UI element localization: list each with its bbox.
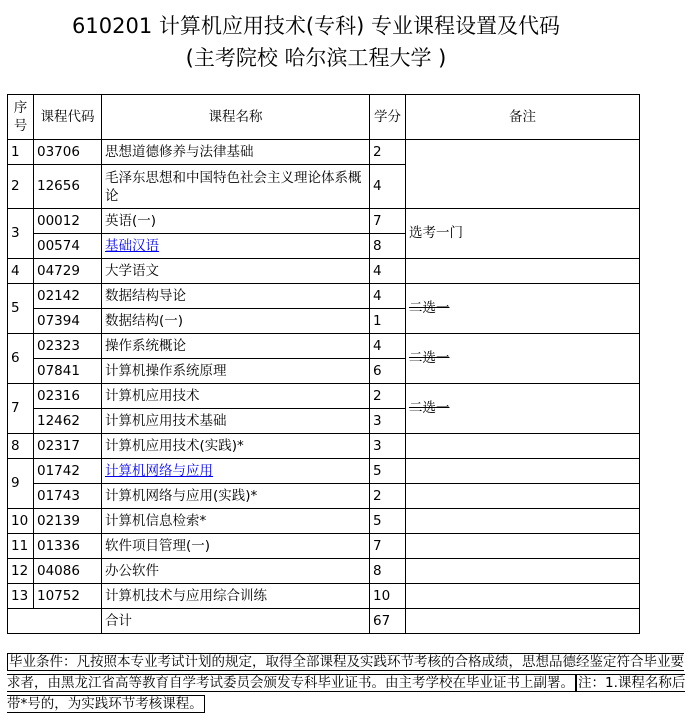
row-code: 07394 xyxy=(34,309,102,334)
table-row xyxy=(8,584,640,609)
row-name: 数据结构导论 xyxy=(102,284,370,309)
row-name xyxy=(102,234,370,259)
row-credit: 5 xyxy=(370,459,406,484)
header-credit: 学分 xyxy=(370,95,406,140)
row-seq: 1 xyxy=(8,140,34,165)
row-note xyxy=(406,534,640,559)
row-name xyxy=(102,459,370,484)
table-row xyxy=(8,484,640,509)
row-credit: 4 xyxy=(370,284,406,309)
table-header-row xyxy=(8,95,640,140)
footer-notes xyxy=(7,652,686,715)
row-note-pick-one xyxy=(406,284,640,334)
table-row xyxy=(8,509,640,534)
table-row xyxy=(8,534,640,559)
row-code: 00012 xyxy=(34,209,102,234)
row-name: 计算机网络与应用(实践)* xyxy=(102,484,370,509)
total-blank xyxy=(8,609,102,634)
row-credit: 7 xyxy=(370,209,406,234)
row-seq: 5 xyxy=(8,284,34,334)
row-credit: 4 xyxy=(370,259,406,284)
header-seq: 序号 xyxy=(8,95,34,140)
row-note-pick-one xyxy=(406,384,640,434)
row-code: 12656 xyxy=(34,165,102,209)
row-code: 01743 xyxy=(34,484,102,509)
header-name: 课程名称 xyxy=(102,95,370,140)
row-name: 毛泽东思想和中国特色社会主义理论体系概论 xyxy=(102,165,370,209)
row-credit: 4 xyxy=(370,165,406,209)
row-note xyxy=(406,434,640,459)
table-row xyxy=(8,209,640,234)
row-credit: 2 xyxy=(370,484,406,509)
row-credit: 8 xyxy=(370,559,406,584)
course-link-basic-chinese[interactable]: 基础汉语 xyxy=(105,237,159,254)
row-code: 04086 xyxy=(34,559,102,584)
row-code: 02323 xyxy=(34,334,102,359)
row-credit: 10 xyxy=(370,584,406,609)
row-name: 计算机应用技术 xyxy=(102,384,370,409)
row-credit: 2 xyxy=(370,140,406,165)
row-name: 英语(一) xyxy=(102,209,370,234)
row-credit: 3 xyxy=(370,409,406,434)
table-row xyxy=(8,384,640,409)
row-credit: 4 xyxy=(370,334,406,359)
total-label: 合计 xyxy=(102,609,370,634)
row-code: 07841 xyxy=(34,359,102,384)
row-name: 软件项目管理(一) xyxy=(102,534,370,559)
row-code: 02317 xyxy=(34,434,102,459)
row-code: 03706 xyxy=(34,140,102,165)
row-note xyxy=(406,559,640,584)
row-credit: 3 xyxy=(370,434,406,459)
row-name: 计算机应用技术基础 xyxy=(102,409,370,434)
row-seq: 8 xyxy=(8,434,34,459)
header-note: 备注 xyxy=(406,95,640,140)
course-table xyxy=(7,94,640,634)
table-row xyxy=(8,559,640,584)
row-name: 计算机操作系统原理 xyxy=(102,359,370,384)
row-code: 00574 xyxy=(34,234,102,259)
row-seq: 10 xyxy=(8,509,34,534)
row-code: 12462 xyxy=(34,409,102,434)
total-value: 67 xyxy=(370,609,406,634)
table-row xyxy=(8,434,640,459)
page-subtitle: (主考院校 哈尔滨工程大学 ) xyxy=(185,46,447,70)
row-credit: 1 xyxy=(370,309,406,334)
row-name: 操作系统概论 xyxy=(102,334,370,359)
total-note xyxy=(406,609,640,634)
row-name: 办公软件 xyxy=(102,559,370,584)
row-name: 大学语文 xyxy=(102,259,370,284)
page-title: 610201 计算机应用技术(专科) 专业课程设置及代码 xyxy=(72,14,560,38)
row-code: 02142 xyxy=(34,284,102,309)
row-note-choose-one: 选考一门 xyxy=(406,209,640,259)
table-row xyxy=(8,140,640,165)
row-note xyxy=(406,584,640,609)
row-credit: 7 xyxy=(370,534,406,559)
row-name: 思想道德修养与法律基础 xyxy=(102,140,370,165)
row-name: 计算机应用技术(实践)* xyxy=(102,434,370,459)
row-code: 04729 xyxy=(34,259,102,284)
row-code: 01336 xyxy=(34,534,102,559)
row-code: 02316 xyxy=(34,384,102,409)
row-name: 数据结构(一) xyxy=(102,309,370,334)
row-note-pick-one xyxy=(406,334,640,384)
row-credit: 2 xyxy=(370,384,406,409)
row-note xyxy=(406,259,640,284)
practice-course-note: 注：1.课程名称后带*号的，为实践环节考核课程。 xyxy=(7,675,686,712)
row-note xyxy=(406,140,640,209)
row-seq: 3 xyxy=(8,209,34,259)
row-note xyxy=(406,459,640,484)
header-code: 课程代码 xyxy=(34,95,102,140)
row-credit: 8 xyxy=(370,234,406,259)
row-seq: 12 xyxy=(8,559,34,584)
note-text: 二选一 xyxy=(409,300,450,316)
row-credit: 5 xyxy=(370,509,406,534)
total-row xyxy=(8,609,640,634)
row-credit: 6 xyxy=(370,359,406,384)
graduation-conditions: 毕业条件：凡按照本专业考试计划的规定，取得全部课程及实践环节考核的合格成绩，思想品德经鉴定符合毕业要求者，由黑龙江省高等教育自学考试委员会颁发专科毕业证书。由主考学校在毕业证书上副署。 xyxy=(7,654,684,691)
course-link-network[interactable]: 计算机网络与应用 xyxy=(105,462,213,479)
table-row xyxy=(8,284,640,309)
table-row xyxy=(8,459,640,484)
row-seq: 6 xyxy=(8,334,34,384)
row-seq: 13 xyxy=(8,584,34,609)
row-code: 10752 xyxy=(34,584,102,609)
row-note xyxy=(406,484,640,509)
table-row xyxy=(8,334,640,359)
row-seq: 9 xyxy=(8,459,34,509)
table-row xyxy=(8,259,640,284)
note-text: 二选一 xyxy=(409,400,450,416)
row-name: 计算机信息检索* xyxy=(102,509,370,534)
note-text: 二选一 xyxy=(409,350,450,366)
row-seq: 2 xyxy=(8,165,34,209)
row-seq: 11 xyxy=(8,534,34,559)
row-seq: 7 xyxy=(8,384,34,434)
row-code: 01742 xyxy=(34,459,102,484)
row-code: 02139 xyxy=(34,509,102,534)
row-name: 计算机技术与应用综合训练 xyxy=(102,584,370,609)
row-note xyxy=(406,509,640,534)
row-seq: 4 xyxy=(8,259,34,284)
